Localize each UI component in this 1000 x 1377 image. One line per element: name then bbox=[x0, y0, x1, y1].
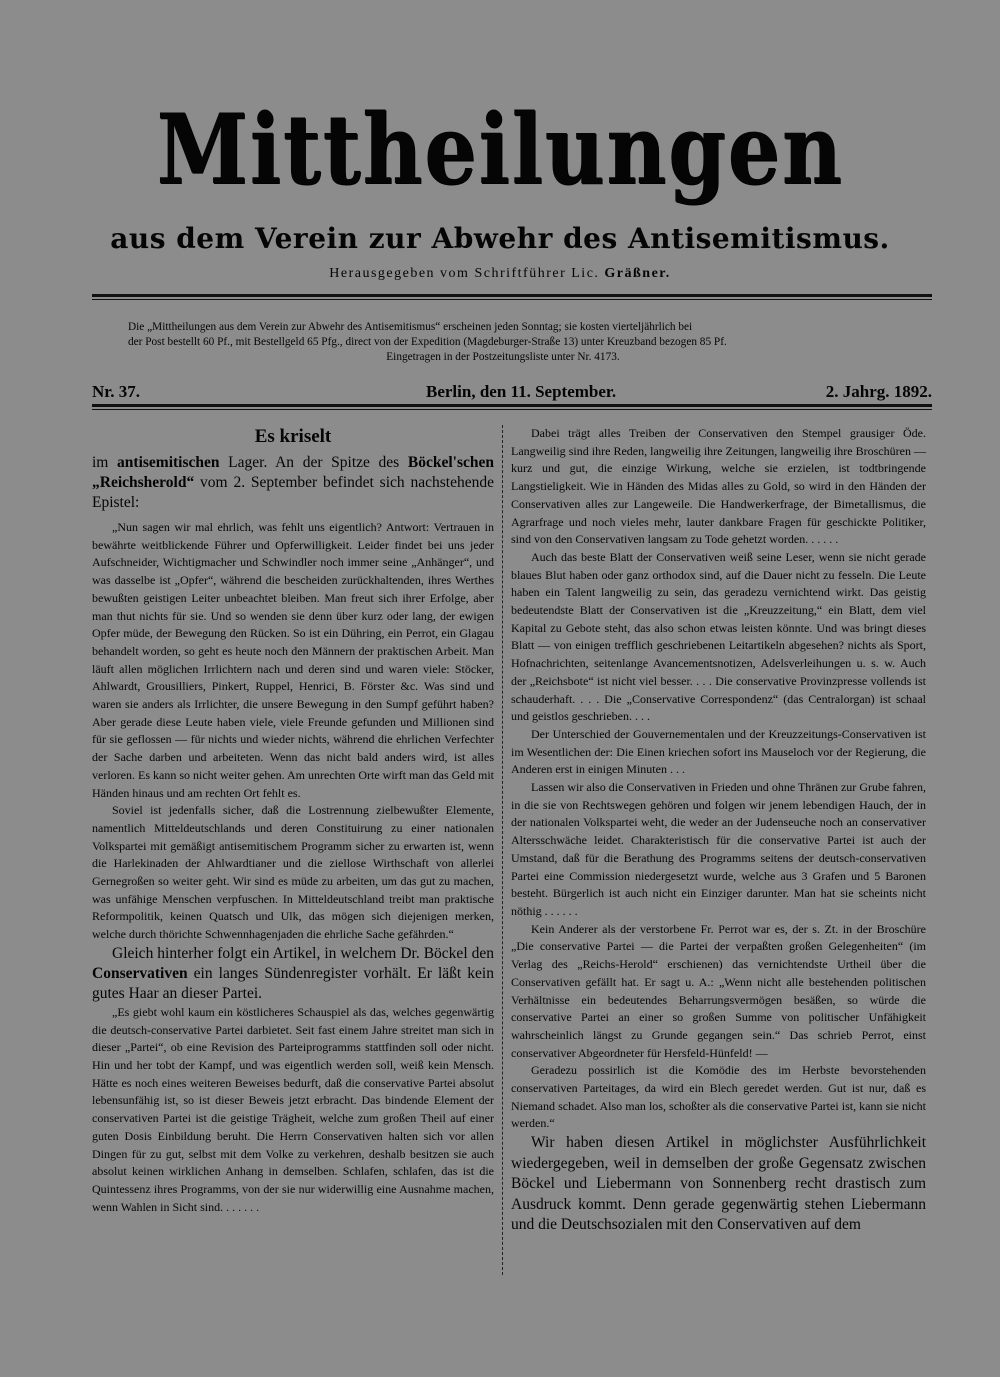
issue-rule-thin bbox=[92, 409, 932, 410]
issue-place-date: Berlin, den 11. September. bbox=[426, 382, 617, 401]
lead-emphasis: antisemitischen bbox=[117, 454, 220, 471]
notice-line-3: Eingetragen in der Postzeitungsliste unter Nr. 4173. bbox=[386, 351, 620, 363]
article-column-right bbox=[511, 425, 926, 1236]
editor-prefix: Herausgegeben vom Schriftführer Lic. bbox=[329, 266, 605, 281]
notice-line-2: der Post bestellt 60 Pf., mit Bestellgeld 65 Pfg., direct von der Expedition (Magdeburger-Straße 13) unter Kreuzband bezogen 85 Pf. bbox=[128, 336, 727, 348]
quote-paragraph: Der Unterschied der Gouvernementalen und der Kreuzzeitungs-Conservativen ist im Wesentlichen der: Die Einen kriechen sofort ins Mauseloch vor der Regierung, die Anderen erst in einigen Minuten . . . bbox=[511, 726, 926, 777]
lead-text-3: vom 2. September befindet sich nachstehende Epistel: bbox=[92, 474, 494, 511]
closing-paragraph: Wir haben diesen Artikel in möglichster Ausführlichkeit wiedergegeben, weil in demselben der große Gegensatz zwischen Böckel und Liebermann von Sonnenberg recht drastisch zum Ausdruck kommt. Denn gerade gegenwärtig stehen Liebermann und die Deutschsozialen mit den Conservativen auf dem bbox=[511, 1134, 926, 1234]
notice-line-1: Die „Mittheilungen aus dem Verein zur Abwehr des Antisemitismus“ erscheinen jeden Sonntag; sie kosten vierteljährlich bei bbox=[128, 321, 693, 333]
editor-name: Gräßner. bbox=[604, 266, 671, 281]
article-paragraph bbox=[92, 944, 494, 1004]
paragraph-emphasis: Conservativen bbox=[92, 964, 188, 982]
lead-emphasis-2: Böckel'schen „Reichsherold“ bbox=[92, 454, 494, 491]
lead-text: im bbox=[92, 454, 118, 471]
quote-paragraph: „Nun sagen wir mal ehrlich, was fehlt uns eigentlich? Antwort: Vertrauen in bewährte weitblickende Führer und Opferwilligkeit. Leider findet bei uns jeder Aufschneider, Wichtigmacher und Schwindler noch immer seine „Anhänger“, und was dasselbe ist „Opfer“, während die bescheiden zurückhaltenden, ihres Werthes bewußten geistigen Leiter unbeachtet bleiben. Man freut sich ihrer Erfolge, aber man thut nichts für sie. Und so wenden sie denn über kurz oder lang, der ewigen Opfer müde, der Bewegung den Rücken. So ist ein Dühring, ein Perrot, ein Glagau behandelt worden, so geht es heute noch den Männern der praktischen Arbeit. Man läuft allen möglichen Irrlichtern nach und deren sind und waren viele: Stöcker, Ahlwardt, Grousilliers, Pinkert, Ruppel, Henrici, B. Förster &c. Was sind und waren sie anders als Irrlichter, die unsere Bewegung in den Sumpf geführt haben? Aber gerade diese Leute haben viele, viele Freunde gefunden und Millionen sind für sie geflossen — für nichts und wieder nichts, während die ehrlichen Verfechter der Sache darben und arbeiteten. Wenn das nicht bald anders wird, ist alles verloren. Es kann so nicht weiter gehen. Am unrechten Orte wirft man das Geld mit Händen hinaus und am rechten Ort fehlt es. bbox=[92, 520, 494, 800]
quote-paragraph: Dabei trägt alles Treiben der Conservativen den Stempel grausiger Öde. Langweilig sind ihre Reden, langweilig ihre Zeitungen, langweilig ihre Broschüren — kurz und gut, die einzige Wirkung, welche sie erzielen, ist todtbringende Langstieligkeit. Wie in Händen des Midas alles zu Gold, so wird in den Händen der Conservativen alles zur Langeweile. Die Handwerkerfrage, der Bimetallismus, die Agrarfrage und noch vieles mehr, lauter dankbare Fragen für geschickte Politiker, sind von den Conservativen langsam zu Tode gehetzt worden. . . . . . bbox=[511, 426, 926, 547]
lead-text-2: Lager. An der Spitze des bbox=[219, 454, 408, 471]
quote-paragraph: Auch das beste Blatt der Conservativen weiß seine Leser, wenn sie nicht gerade blaues Blut haben oder ganz orthodox sind, auf die Dauer nicht zu fesseln. Die Leute haben ein Talent langweilig zu sein, das geradezu vernichtend wirkt. Das geistig bedeutendste Blatt der Conservativen ist die „Kreuzzeitung,“ ein Blatt, dem viel Kapital zu Gebote steht, das also schon etwas leisten könnte. Und was bringt dieses Blatt — von einigen trefflich geschriebenen Leitartikeln abgesehen? nichts als Sport, Hofnachrichten, seitenlange Avancementsnotizen, Adelsverleihungen u. s. w. Auch der „Reichsbote“ ist nicht viel besser. . . . Die conservative Provinzpresse vollends ist schauderhaft. . . . Die „Conservative Correspondenz“ (das Centralorgan) ist schaal und geistlos geschrieben. . . . bbox=[511, 549, 926, 724]
newspaper-title: Mittheilungen bbox=[156, 93, 844, 206]
paragraph-text-2: ein langes Sündenregister vorhält. Er läßt kein gutes Haar an dieser Partei. bbox=[92, 964, 494, 1002]
issue-number: Nr. 37. bbox=[92, 382, 141, 401]
masthead-rule-thin bbox=[92, 299, 932, 300]
quote-paragraph: Lassen wir also die Conservativen in Frieden und ohne Thränen zur Grube fahren, in die sie von Rechtswegen gehören und folgen wir jenem lebendigen Hauch, der in der nationalen Volkspartei weht, die weder an der Judenseuche noch an conservativer Altersschwäche leidet. Charakteristisch für die conservative Partei ist auch der Umstand, daß für die Berathung des Programms seitens der deutsch-conservativen Partei eine Commission niedergesetzt wurde, welche aus 3 Grafen und 5 Baronen besteht. Bürgerlich ist auch nicht ein Einziger darunter. Man hat sie scheints nicht nöthig . . . . . . bbox=[511, 780, 926, 918]
masthead-rule-thick bbox=[92, 294, 932, 297]
editor-line bbox=[0, 266, 1000, 282]
issue-info-row bbox=[92, 382, 932, 404]
issue-rule-thick bbox=[92, 404, 932, 407]
masthead bbox=[0, 95, 1000, 205]
article-lead bbox=[92, 453, 494, 513]
paragraph-text: Gleich hinterher folgt ein Artikel, in welchem Dr. Böckel den bbox=[112, 944, 494, 962]
quote-paragraph: Kein Anderer als der verstorbene Fr. Perrot war es, der s. Zt. in der Broschüre „Die conservative Partei — die Partei der verpaßten großen Gelegenheiten“ (im Verlag des „Reichs-Herold“ erschienen) das vernichtendste Urtheil über die Conservativen gefällt hat. Er sagt u. A.: „Wenn nicht alle bestehenden politischen Verhältnisse ein bedeutendes Beharrungsvermögen besäßen, so würde die conservative Partei an einer so großen Summe von politischer Unfähigkeit wahrscheinlich längst zu Grunde gegangen sein.“ Das schrieb Perrot, einst conservativer Abgeordneter für Hersfeld-Hünfeld! — bbox=[511, 921, 926, 1060]
quote-paragraph: Soviel ist jedenfalls sicher, daß die Lostrennung zielbewußter Elemente, namentlich Mitteldeutschlands und deren Constituirung zu einer nationalen Volkspartei mit gemäßigt antisemitischem Programm sicher zu erwarten ist, wenn die Harlekinaden der Ahlwardtianer und die ziellose Wirthschaft von allerlei Gernegroßen so weiter geht. Wir sind es müde zu arbeiten, um das gut zu machen, was unfähige Menschen verpfuschen. In Mitteldeutschland treibt man praktische Reformpolitik, keinen Quatsch und Ulk, das mögen sich diejenigen merken, welche durch thörichte Schwennhagenjaden die ehrliche Sache gefährden.“ bbox=[92, 803, 494, 942]
issue-volume: 2. Jahrg. 1892. bbox=[825, 382, 932, 401]
newspaper-subtitle: aus dem Verein zur Abwehr des Antisemitismus. bbox=[110, 222, 890, 255]
subscription-notice bbox=[128, 320, 878, 365]
article-column-left bbox=[92, 425, 494, 1216]
quote-paragraph: Geradezu possirlich ist die Komödie des im Herbste bevorstehenden conservativen Parteitages, da wird ein Blech geredet werden. Gut ist nur, daß es Niemand schadet. Also man los, schoßter als die conservative Partei ist, kann sie nicht werden.“ bbox=[511, 1063, 926, 1131]
article-title: Es kriselt bbox=[254, 426, 332, 447]
quote-paragraph: „Es giebt wohl kaum ein köstlicheres Schauspiel als das, welches gegenwärtig die deutsch-conservative Partei darbietet. Seit fast einem Jahre streitet man sich in dieser „Partei“, ob eine Revision des Parteiprogramms stattfinden soll oder nicht. Hin und her tobt der Kampf, und was eigentlich werden soll, weiß kein Mensch. Hätte es noch eines weiteren Beweises bedurft, daß die conservative Partei absolut lebensunfähig ist, so ist dieser Beweis jetzt erbracht. Das bindende Element der conservativen Partei ist die geistige Trägheit, welche zum großen Theil auf einer guten Dosis Einbildung beruht. Die Herrn Conservativen halten sich vor allen Dingen für zu gut, selbst mit dem Volke zu verkehren, deshalb besitzen sie auch absolut keinen wirklichen Anhang in demselben. Schlafen, schlafen, das ist die Quintessenz ihres Programms, von der sie nur widerwillig eine Ausnahme machen, wenn Wahlen in Sicht sind. . . . . . . bbox=[92, 1004, 494, 1214]
column-divider bbox=[502, 425, 504, 1275]
